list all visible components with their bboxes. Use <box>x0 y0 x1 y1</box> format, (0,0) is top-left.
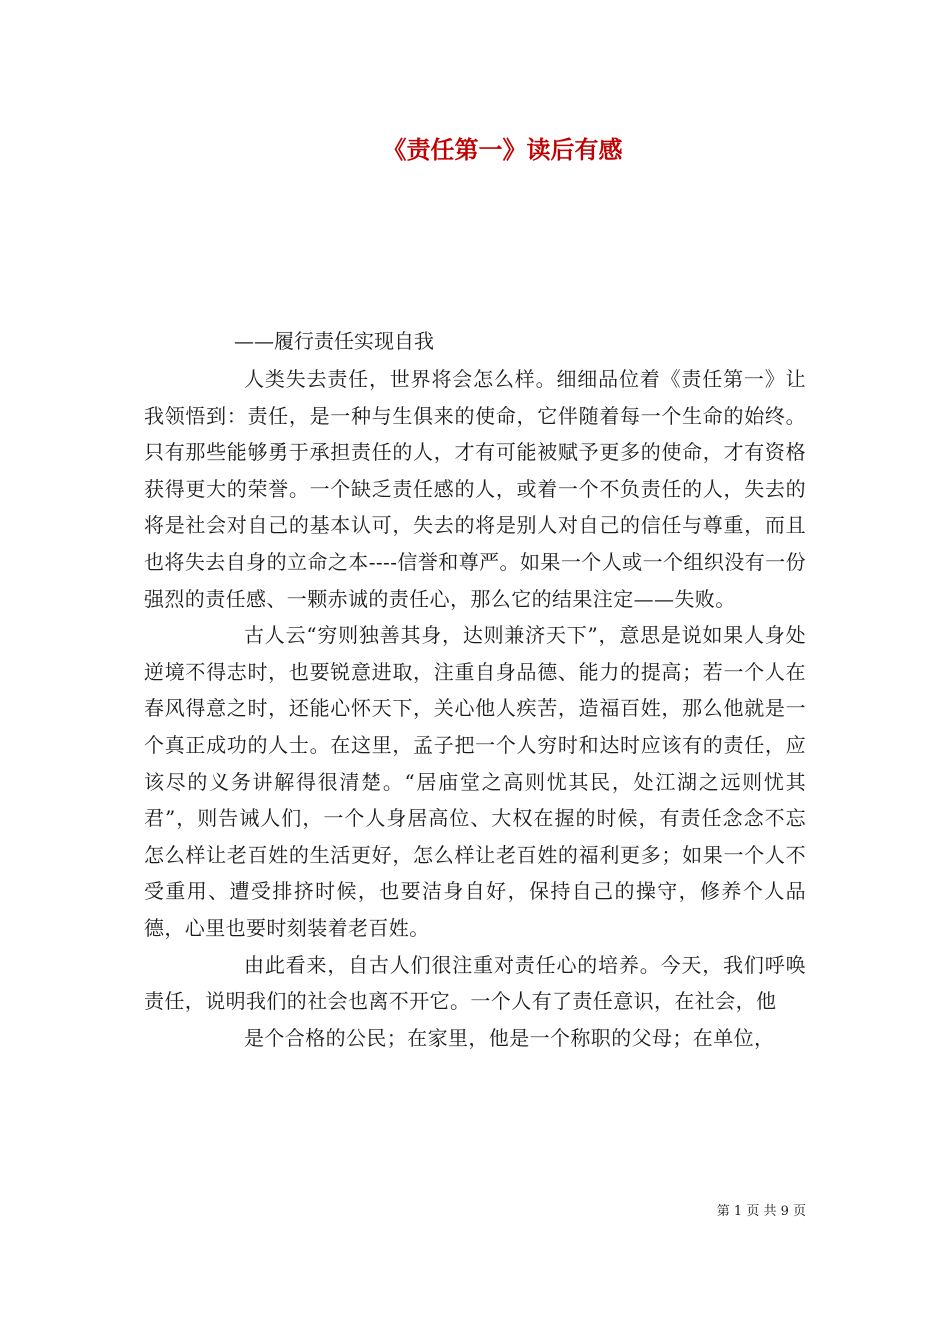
paragraph: 是个合格的公民；在家里，他是一个称职的父母；在单位， <box>244 1025 775 1050</box>
page-footer: 第 1 页 共 9 页 <box>716 1204 806 1219</box>
document-body <box>144 361 806 1056</box>
paragraph: 古人云“穷则独善其身，达则兼济天下”，意思是说如果人身处逆境不得志时，也要锐意进取，注重自身品德、能力的提高；若一个人在春风得意之时，还能心怀天下，关心他人疾苦，造福百姓，那么他就是一个真正成功的人士。在这里，孟子把一个人穷时和达时应该有的责任，应该尽的义务讲解得很清楚。“居庙堂之高则忧其民，处江湖之远则忧其君”，则告诫人们，一个人身居高位、大权在握的时候，有责任念念不忘怎么样让老百姓的生活更好，怎么样让老百姓的福利更多；如果一个人不受重用、遭受排挤时候，也要洁身自好，保持自己的操守，修养个人品德，心里也要时刻装着老百姓。 <box>144 623 806 940</box>
paragraph: 人类失去责任，世界将会怎么样。细细品位着《责任第一》让我领悟到：责任，是一种与生俱来的使命，它伴随着每一个生命的始终。只有那些能够勇于承担责任的人，才有可能被赋予更多的使命，才有资格获得更大的荣誉。一个缺乏责任感的人，或着一个不负责任的人，失去的将是社会对自己的基本认可，失去的将是别人对自己的信任与尊重，而且也将失去自身的立命之本----信誉和尊严。如果一个人或一个组织没有一份强烈的责任感、一颗赤诚的责任心，那么它的结果注定——失败。 <box>144 367 806 611</box>
document-subtitle: ——履行责任实现自我 <box>234 329 434 353</box>
paragraph: 由此看来，自古人们很注重对责任心的培养。今天，我们呼唤责任，说明我们的社会也离不开它。一个人有了责任意识，在社会，他 <box>144 952 806 1014</box>
document-title: 《责任第一》读后有感 <box>382 135 623 164</box>
